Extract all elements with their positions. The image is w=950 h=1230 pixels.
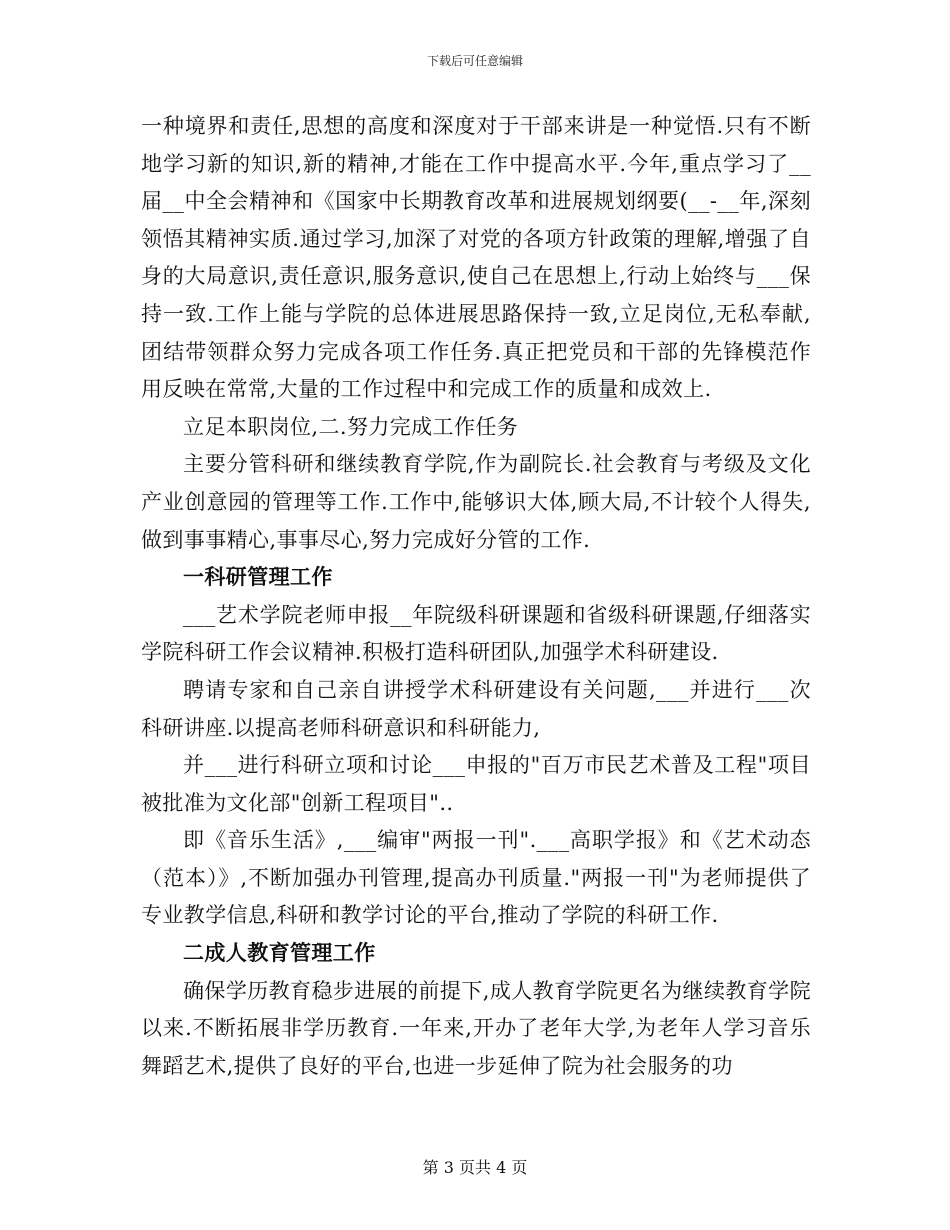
heading-research-management: 一科研管理工作 xyxy=(183,565,333,590)
paragraph-research-projects: ___艺术学院老师申报__年院级科研课题和省级科研课题,仔细落实学院科研工作会议精神.积极打造科研团队,加强学术科研建设. xyxy=(141,602,811,665)
paragraph-continued: 一种境界和责任,思想的高度和深度对于干部来讲是一种觉悟.只有不断地学习新的知识,新的精神,才能在工作中提高水平.今年,重点学习了__届__中全会精神和《国家中长期教育改革和进展规划纲要(__-__年,深刻领悟其精神实质.通过学习,加深了对党的各项方针政策的理解,增强了自身的大局意识,责任意识,服务意识,使自己在思想上,行动上始终与___保持一致.工作上能与学院的总体进展思路保持一致,立足岗位,无私奉献,团结带领群众努力完成各项工作任务.真正把党员和干部的先锋模范作用反映在常常,大量的工作过程中和完成工作的质量和成效上. xyxy=(141,114,811,402)
page-header: 下载后可任意编辑 xyxy=(426,54,523,68)
paragraph-lectures: 聘请专家和自己亲自讲授学术科研建设有关问题,___并进行___次科研讲座.以提高老师科研意识和科研能力, xyxy=(141,677,811,740)
paragraph-journals: 即《音乐生活》,___编审"两报一刊".___高职学报》和《艺术动态（范本）》,不断加强办刊管理,提高办刊质量."两报一刊"为老师提供了专业教学信息,科研和教学讨论的平台,推动了学院的科研工作. xyxy=(141,828,811,928)
paragraph-duties: 主要分管科研和继续教育学院,作为副院长.社会教育与考级及文化产业创意园的管理等工作.工作中,能够识大体,顾大局,不计较个人得失,做到事事精心,事事尽心,努力完成好分管的工作. xyxy=(141,452,811,552)
document-body xyxy=(141,108,811,1085)
heading-adult-education: 二成人教育管理工作 xyxy=(183,941,376,966)
page-footer: 第 3 页共 4 页 xyxy=(422,1158,528,1177)
paragraph-adult-education: 确保学历教育稳步进展的前提下,成人教育学院更名为继续教育学院以来.不断拓展非学历教育.一年来,开办了老年大学,为老年人学习音乐舞蹈艺术,提供了良好的平台,也进一步延伸了院为社会服务的功 xyxy=(141,978,811,1078)
paragraph-project-approval: 并___进行科研立项和讨论___申报的"百万市民艺术普及工程"项目被批准为文化部"创新工程项目".. xyxy=(141,753,811,815)
paragraph-section-title: 立足本职岗位,二.努力完成工作任务 xyxy=(183,414,519,439)
